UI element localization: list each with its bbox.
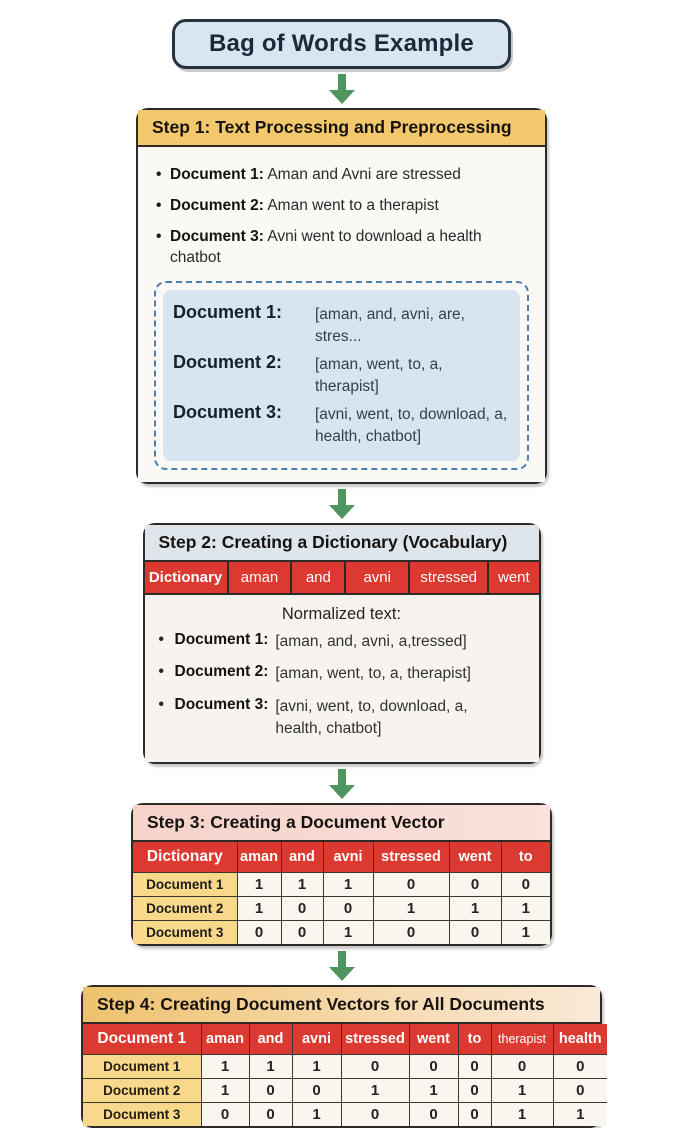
doc-text: Aman went to a therapist [267, 196, 439, 214]
tokenized-row [173, 302, 510, 349]
column-header: therapist [491, 1024, 553, 1055]
token-list: [avni, went, to, download, a, health, chatbot] [315, 405, 508, 446]
column-header: health [553, 1024, 607, 1055]
arrow-head [329, 967, 355, 981]
vector-value: 0 [458, 1079, 491, 1103]
vector-value: 1 [341, 1079, 409, 1103]
vector-value: 1 [292, 1055, 341, 1079]
column-header: to [501, 842, 550, 873]
vector-value: 1 [553, 1103, 607, 1127]
vector-value: 1 [292, 1103, 341, 1127]
document-vector-table [133, 842, 550, 944]
vector-value: 1 [409, 1079, 458, 1103]
all-documents-table [83, 1024, 607, 1126]
table-row [83, 1055, 607, 1079]
doc-label: Document 3: [174, 695, 269, 713]
doc-text: Aman and Avni are stressed [267, 166, 461, 183]
tokenized-row [173, 402, 510, 449]
column-header: to [458, 1024, 491, 1055]
vector-value: 1 [201, 1055, 249, 1079]
arrow-head [329, 505, 355, 519]
list-item [159, 696, 525, 739]
vector-value: 1 [281, 873, 323, 897]
vector-value: 1 [373, 897, 449, 921]
vector-value: 0 [201, 1103, 249, 1127]
table-row [133, 873, 550, 897]
vector-value: 0 [281, 921, 323, 945]
token-list: [aman, and, avni, are, stres... [315, 305, 465, 346]
vector-value: 0 [281, 897, 323, 921]
down-arrow-icon [329, 74, 355, 104]
down-arrow-icon [329, 769, 355, 799]
vector-value: 1 [237, 897, 281, 921]
vector-value: 0 [249, 1079, 292, 1103]
vector-value: 1 [323, 873, 373, 897]
column-header: stressed [341, 1024, 409, 1055]
arrow-head [329, 785, 355, 799]
column-header: aman [201, 1024, 249, 1055]
list-item [159, 631, 525, 653]
arrow-stem [338, 951, 346, 967]
down-arrow-icon [329, 951, 355, 981]
column-header: stressed [373, 842, 449, 873]
dictionary-cell: aman [229, 562, 291, 593]
vector-value: 0 [292, 1079, 341, 1103]
vector-value: 1 [491, 1079, 553, 1103]
vector-value: 1 [491, 1103, 553, 1127]
doc-label: Document 1: [170, 166, 264, 183]
arrow-stem [338, 769, 346, 785]
column-header: and [249, 1024, 292, 1055]
vector-value: 0 [323, 897, 373, 921]
dictionary-cell: went [489, 562, 538, 593]
vector-value: 0 [249, 1103, 292, 1127]
table-header-row [133, 842, 550, 873]
vector-value: 0 [341, 1103, 409, 1127]
vector-value: 0 [449, 873, 501, 897]
vector-value: 0 [491, 1055, 553, 1079]
bullet-icon: • [158, 630, 164, 648]
bullet-icon: • [158, 663, 164, 681]
table-header-row [83, 1024, 607, 1055]
step2-body [145, 595, 539, 763]
row-label: Document 1 [133, 873, 237, 897]
document-list [154, 165, 529, 269]
list-item [154, 196, 529, 217]
column-header: went [449, 842, 501, 873]
vector-value: 0 [237, 921, 281, 945]
vector-value: 0 [373, 921, 449, 945]
dictionary-cell: avni [346, 562, 408, 593]
diagram-title-text: Bag of Words Example [209, 30, 474, 57]
step1-header: Step 1: Text Processing and Preprocessing [138, 110, 545, 147]
vector-value: 0 [458, 1103, 491, 1127]
vector-value: 0 [458, 1055, 491, 1079]
doc-label: Document 1: [173, 301, 283, 322]
dictionary-cell: and [292, 562, 344, 593]
step3-box [131, 803, 552, 946]
dictionary-cell: Dictionary [145, 562, 227, 593]
dictionary-cell: stressed [410, 562, 487, 593]
arrow-stem [338, 489, 346, 505]
bullet-icon: • [158, 695, 164, 713]
row-label: Document 2 [83, 1079, 201, 1103]
doc-label: Document 2: [174, 663, 269, 681]
list-item [154, 227, 529, 269]
vector-value: 1 [501, 921, 550, 945]
list-item [154, 165, 529, 186]
column-header: avni [323, 842, 373, 873]
step4-header: Step 4: Creating Document Vectors for All Documents [83, 987, 600, 1024]
doc-label: Document 3: [173, 401, 283, 422]
table-row [133, 921, 550, 945]
token-list: [aman, went, to, a, therapist] [275, 665, 471, 683]
normalized-text-title: Normalized text: [281, 604, 402, 623]
dictionary-row [145, 562, 539, 595]
tokenized-panel [154, 281, 529, 470]
down-arrow-icon [329, 489, 355, 519]
vector-value: 0 [341, 1055, 409, 1079]
vector-value: 1 [201, 1079, 249, 1103]
vector-value: 1 [449, 897, 501, 921]
row-label: Document 1 [83, 1055, 201, 1079]
column-header: and [281, 842, 323, 873]
step2-header: Step 2: Creating a Dictionary (Vocabulary) [145, 525, 539, 562]
list-item [159, 663, 525, 685]
token-list: [aman, went, to, a, therapist] [315, 355, 443, 396]
table-row [133, 897, 550, 921]
step4-box [81, 985, 602, 1128]
vector-value: 1 [501, 897, 550, 921]
step1-body [138, 147, 545, 482]
doc-text: Avni went to download a health chatbot [170, 227, 482, 266]
doc-label: Document 1: [174, 630, 269, 648]
column-header: avni [292, 1024, 341, 1055]
row-label: Document 2 [133, 897, 237, 921]
step2-box [143, 523, 541, 765]
vector-value: 0 [409, 1055, 458, 1079]
vector-value: 0 [553, 1055, 607, 1079]
arrow-stem [338, 74, 346, 90]
vector-value: 1 [237, 873, 281, 897]
vector-value: 0 [373, 873, 449, 897]
tokenized-panel-inner [163, 290, 520, 461]
step1-box [136, 108, 547, 484]
vector-value: 1 [323, 921, 373, 945]
step3-header: Step 3: Creating a Document Vector [133, 805, 550, 842]
vector-value: 0 [553, 1079, 607, 1103]
vector-value: 0 [449, 921, 501, 945]
token-list: [aman, and, avni, a,tressed] [275, 632, 467, 650]
vector-value: 1 [249, 1055, 292, 1079]
column-header: Document 1 [83, 1024, 201, 1055]
row-label: Document 3 [83, 1103, 201, 1127]
column-header: went [409, 1024, 458, 1055]
column-header: aman [237, 842, 281, 873]
tokenized-row [173, 352, 510, 399]
table-row [83, 1079, 607, 1103]
arrow-head [329, 90, 355, 104]
vector-value: 0 [409, 1103, 458, 1127]
doc-label: Document 2: [170, 196, 264, 214]
column-header: Dictionary [133, 842, 237, 873]
vector-value: 0 [501, 873, 550, 897]
diagram-title [172, 19, 511, 69]
doc-label: Document 2: [173, 351, 283, 372]
token-list: [avni, went, to, download, a, health, chatbot] [275, 697, 468, 737]
doc-label: Document 3: [170, 227, 264, 245]
table-row [83, 1103, 607, 1127]
row-label: Document 3 [133, 921, 237, 945]
